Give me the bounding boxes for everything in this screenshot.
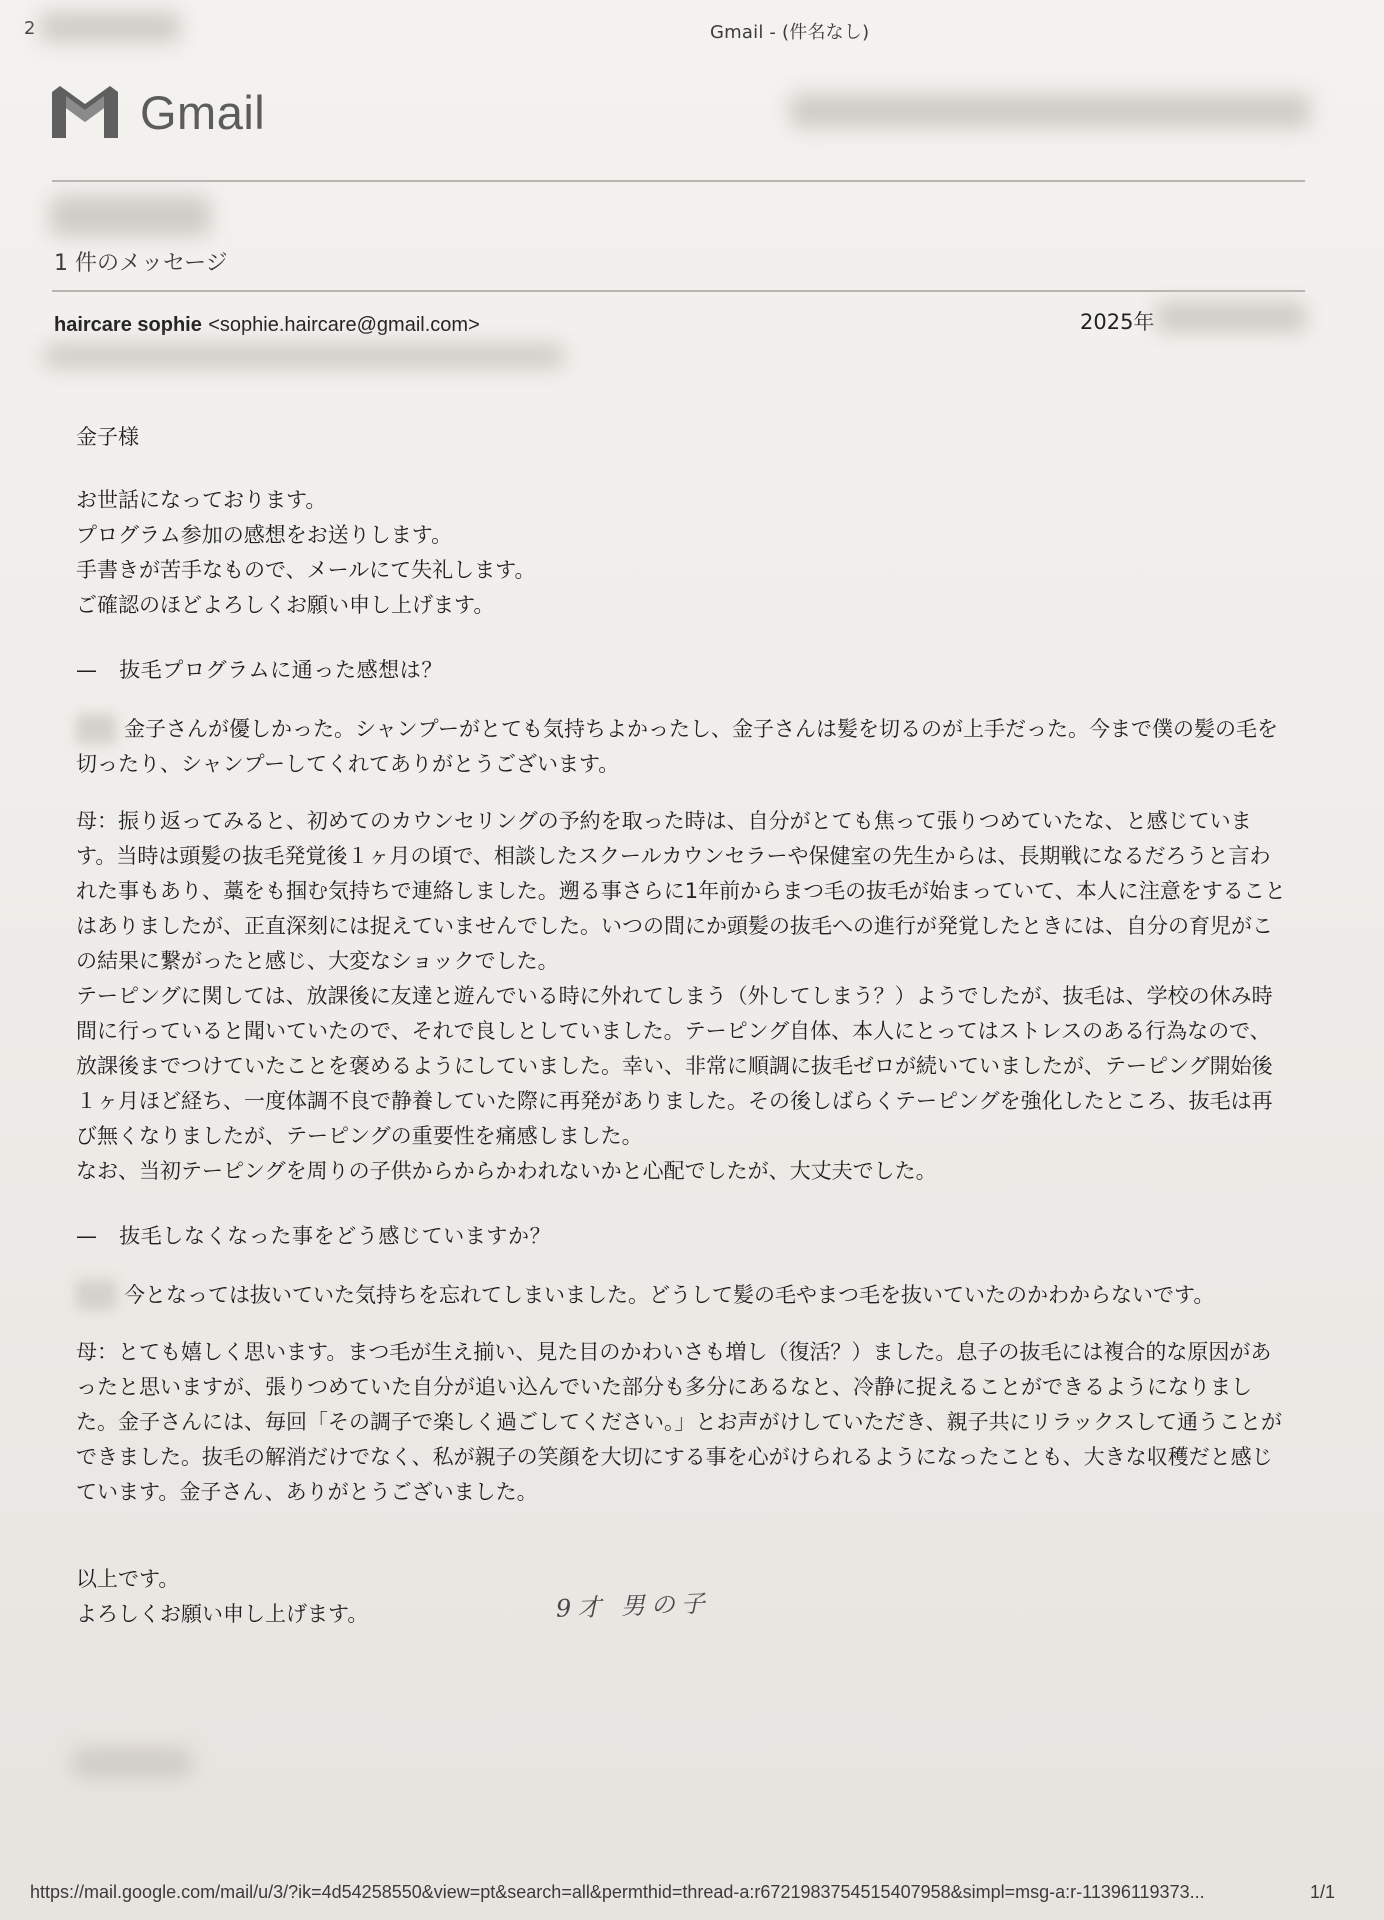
divider [52,180,1305,182]
child-answer-1: 金子さんが優しかった。シャンプーがとても気持ちよかったし、金子さんは髪を切るのが上手だった。今まで僕の髪の毛を切ったり、シャンプーしてくれてありがとうございます。 [76,717,1278,776]
sender-name: haircare sophie [54,314,202,336]
print-title: Gmail - (件名なし) [710,22,870,43]
mother-answer-1: 母：振り返ってみると、初めてのカウンセリングの予約を取った時は、自分がとても焦って張りつめていたな、と感じています。当時は頭髪の抜毛発覚後１ヶ月の頃で、相談したスクールカウンセラーや保健室の先生からは、長期戦になるだろうと言われた事もあり、藁をも掴む気持ちで連絡しました。遡る事さらに1年前からまつ毛の抜毛が始まっていて、本人に注意をすることはありましたが、正直深刻には捉えていませんでした。いつの間にか頭髪の抜毛への進行が発覚したときには、自分の育児がこの結果に繋がったと感じ、大変なショックでした。 [76,809,1286,973]
salutation: 金子様 [76,425,139,449]
question-2: — 抜毛しなくなった事をどう感じていますか？ [76,1224,552,1248]
mother-answer-1-cont: テーピングに関しては、放課後に友達と遊んでいる時に外れてしまう（外してしまう？）ようでしたが、抜毛は、学校の休み時間に行っていると聞いていたので、それで良しとしていました。テーピング自体、本人にとってはストレスのある行為なので、放課後までつけていたことを褒めるようにしていました。幸い、非常に順調に抜毛ゼロが続いていましたが、テーピング開始後１ヶ月ほど経ち、一度体調不良で静養していた際に再発がありました。その後しばらくテーピングを強化したところ、抜毛は再び無くなりましたが、テーピングの重要性を痛感しました。 [76,984,1273,1148]
mother-answer-1-note: なお、当初テーピングを周りの子供からからかわれないかと心配でしたが、大丈夫でした。 [76,1159,937,1183]
divider [52,290,1305,292]
question-1: — 抜毛プログラムに通った感想は？ [76,658,443,682]
intro-line: ご確認のほどよろしくお願い申し上げます。 [76,593,495,617]
gmail-m-icon [50,84,120,140]
redacted-timestamp [40,12,180,42]
sender-email: <sophie.haircare@gmail.com> [208,314,480,336]
footer-page-number: 1/1 [1310,1882,1336,1902]
closing-line: 以上です。 [76,1567,180,1591]
child-answer-1-block [76,712,1286,782]
handwritten-signature: 9才 男の子 [555,1589,712,1623]
gmail-logo [50,84,265,140]
message-count: 1 件のメッセージ [54,251,228,276]
redacted-recipient [44,344,564,368]
closing-line [76,1589,1286,1632]
redacted-sender-signature [72,1748,192,1778]
footer-url: https://mail.google.com/mail/u/3/?ik=4d54258550&view=pt&search=all&permthid=thread-a:r6721983754515407958&simpl=msg-a:r-11396119373... [30,1882,1205,1902]
child-answer-2: 今となっては抜いていた気持ちを忘れてしまいました。どうして髪の毛やまつ毛を抜いていたのかわからないです。 [124,1283,1215,1307]
mother-answer-2: 母：とても嬉しく思います。まつ毛が生え揃い、見た目のかわいさも増し（復活？）ました。息子の抜毛には複合的な原因があったと思いますが、張りつめていた自分が追い込んでいた部分も多分にあるなと、冷静に捉えることができるようになりました。金子さんには、毎回「その調子で楽しく過ごしてください。」とお声がけしていただき、親子共にリラックスして通うことができました。抜毛の解消だけでなく、私が親子の笑顔を大切にする事を心がけられるようになったことも、大きな収穫だと感じています。金子さん、ありがとうございました。 [76,1340,1283,1504]
redacted-account [790,94,1310,128]
sender [54,312,480,337]
redacted-subject [50,196,210,236]
closing-text: よろしくお願い申し上げます。 [76,1602,369,1626]
print-page-number: 2 [24,18,36,39]
message-date: 2025年 [1080,310,1155,334]
message-body [76,420,1286,1632]
child-answer-2-block [76,1278,1286,1313]
gmail-wordmark: Gmail [140,85,266,139]
intro-line: プログラム参加の感想をお送りします。 [76,523,453,547]
intro-line: お世話になっております。 [76,488,327,512]
intro-line: 手書きが苦手なもので、メールにて失礼します。 [76,558,536,582]
redacted-date [1156,302,1306,332]
